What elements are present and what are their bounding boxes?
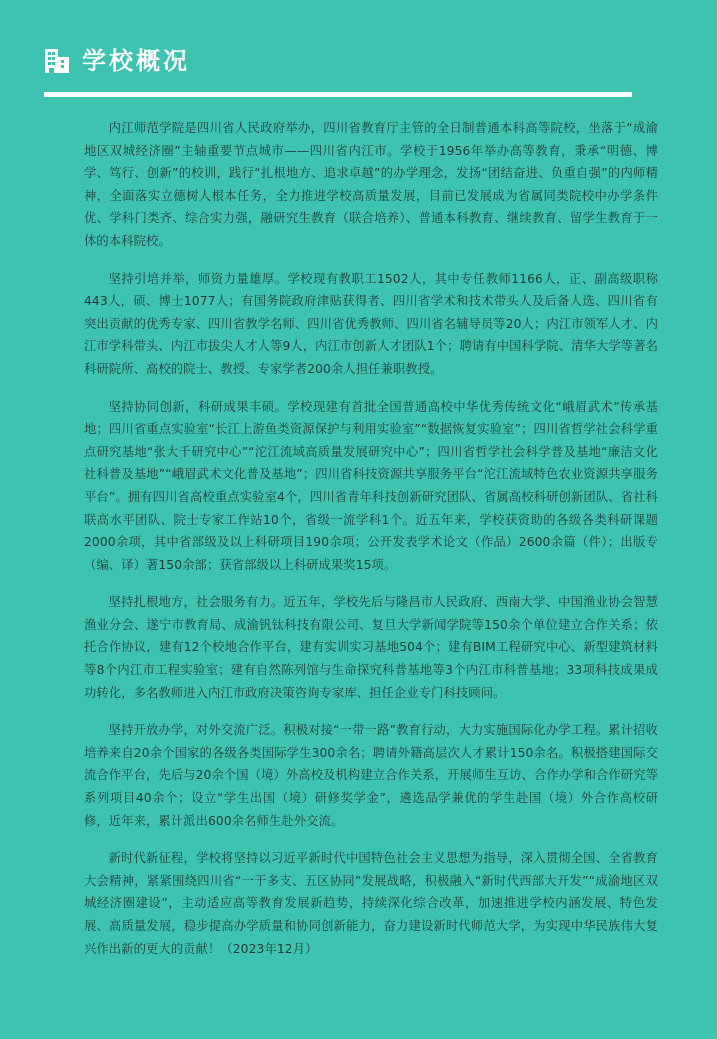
paragraph-faculty: 坚持引培并举，师资力量雄厚。学校现有教职工1502人，其中专任教师1166人，正、副高级职称443人，硕、博士1077人；有国务院政府津贴获得者、四川省学术和技术带头人及后备人选、四川省有突出贡献的优秀专家、四川省教学名师、四川省优秀教师、四川省名辅导员等20人；内江市领军人才、内江市学科带头、内江市拔尖人才人等9人，内江市创新人才团队1个；聘请有中国科学院、清华大学等著名科研院所、高校的院士、教授、专家学者200余人担任兼职教授。 <box>84 271 658 376</box>
body-content <box>84 117 658 975</box>
building-icon <box>44 48 70 74</box>
title-divider <box>44 92 632 97</box>
section-header <box>44 46 190 76</box>
paragraph-research: 坚持协同创新，科研成果丰硕。学校现建有首批全国普通高校中华优秀传统文化“峨眉武术”传承基地；四川省重点实验室“长江上游鱼类资源保护与利用实验室”“数据恢复实验室”；四川省哲学社会科学重点研究基地“张大千研究中心”“沱江流域高质量发展研究中心”；四川省哲学社会科学普及基地“廉洁文化社科普及基地”“峨眉武术文化普及基地”；四川省科技资源共享服务平台“沱江流域特色农业资源共享服务平台”。拥有四川省高校重点实验室4个，四川省青年科技创新研究团队、省属高校科研创新团队、省社科联高水平团队、院士专家工作站10个，省级一流学科1个。近五年来，学校获资助的各级各类科研课题2000余项，其中省部级及以上科研项目190余项；公开发表学术论文（作品）2600余篇（件）；出版专（编、译）著150余部；获省部级以上科研成果奖15项。 <box>84 399 658 572</box>
paragraph-international: 坚持开放办学，对外交流广泛。积极对接“一带一路”教育行动，大力实施国际化办学工程。累计招收培养来自20余个国家的各级各类国际学生300余名；聘请外籍高层次人才累计150余名。积极搭建国际交流合作平台，先后与20余个国（境）外高校及机构建立合作关系，开展师生互访、合作办学和合作研究等系列项目40余个；设立“学生出国（境）研修奖学金”，遴选品学兼优的学生赴国（境）外合作高校研修，近年来，累计派出600余名师生赴外交流。 <box>84 723 658 828</box>
paragraph-social-service: 坚持扎根地方，社会服务有力。近五年，学校先后与隆昌市人民政府、西南大学、中国渔业协会智慧渔业分会、遂宁市教育局、成渝钒钛科技有限公司、复旦大学新闻学院等150余个单位建立合作关系；依托合作协议，建有12个校地合作平台，建有实训实习基地504个；建有BIM工程研究中心、新型建筑材料等8个内江市工程实验室；建有自然陈列馆与生命探究科普基地等3个内江市科普基地；33项科技成果成功转化，多名教师进入内江市政府决策咨询专家库、担任企业专门科技顾问。 <box>84 595 658 700</box>
paragraph-overview: 内江师范学院是四川省人民政府举办，四川省教育厅主管的全日制普通本科高等院校，坐落于“成渝地区双城经济圈”主轴重要节点城市——四川省内江市。学校于1956年举办高等教育，秉承“明德、博学、笃行、创新”的校训，践行“扎根地方、追求卓越”的办学理念，发扬“团结奋进、负重自强”的内师精神，全面落实立德树人根本任务，全力推进学校高质量发展，目前已发展成为省属同类院校中办学条件优、学科门类齐、综合实力强，融研究生教育（联合培养）、普通本科教育、继续教育、留学生教育于一体的本科院校。 <box>84 121 658 248</box>
page-title: 学校概况 <box>82 47 190 75</box>
paragraph-outlook: 新时代新征程，学校将坚持以习近平新时代中国特色社会主义思想为指导，深入贯彻全国、全省教育大会精神，紧紧围绕四川省“一干多支、五区协同”发展战略，积极融入“新时代西部大开发”“成渝地区双城经济圈建设”，主动适应高等教育发展新趋势，持续深化综合改革，加速推进学校内涵发展、特色发展、高质量发展，稳步提高办学质量和协同创新能力，奋力建设新时代师范大学，为实现中华民族伟大复兴作出新的更大的贡献！（2023年12月） <box>84 851 658 956</box>
